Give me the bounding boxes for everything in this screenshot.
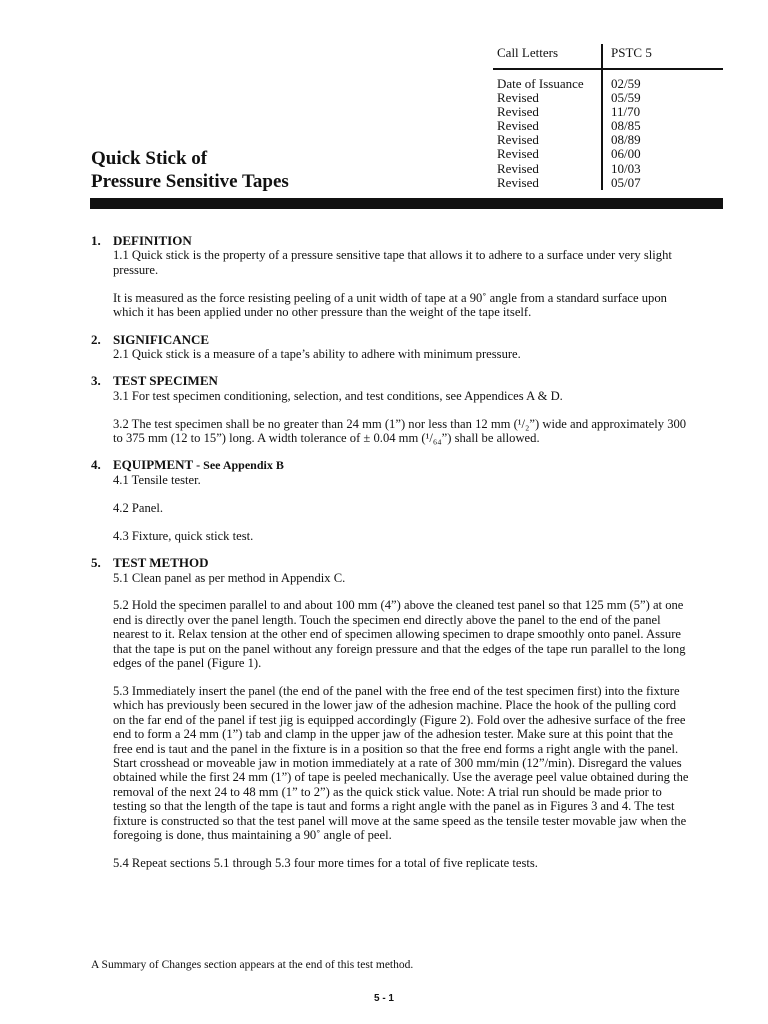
paragraph-2-1: 2.1 Quick stick is a measure of a tape’s ability to adhere with minimum pressure. [113,346,521,361]
section-heading-significance [91,333,691,347]
section-heading-test-specimen [91,374,691,388]
revision-label: Revised [497,104,539,120]
section-title: SIGNIFICANCE [113,331,210,347]
section-number: 4. [91,457,101,473]
document-body [91,234,691,870]
title-divider-bar [90,198,723,209]
revision-date: 02/59 [611,76,641,91]
revision-date: 08/89 [611,132,641,148]
document-header-table [493,44,723,190]
revision-date: 05/07 [611,174,641,190]
paragraph-4-3: 4.3 Fixture, quick stick test. [113,528,254,543]
title-line-1: Quick Stick of [91,148,208,169]
section-heading-equipment [91,458,691,472]
section-title: TEST METHOD [113,555,209,571]
revision-label: Revised [497,90,539,106]
paragraph-3-1: 3.1 For test specimen conditioning, selection, and test conditions, see Appendices A & D. [113,388,563,403]
call-letters-label: Call Letters [497,45,559,60]
paragraph-5-3: 5.3 Immediately insert the panel (the end of the panel with the free end of the test specimen first) into the fixture which has previously been secured in the lower jaw of the adhesion machine. Place the hook of the pulling cord on the far end of the panel if test jig is equipped accordingly (Figure 2). Fold over the adhesive surface of the free end to form a 24 mm (1”) tab and clamp in the upper jaw of the adhesion tester. Make sure at this point that the free end is taut and the panel in the fixture is in a position so that the free end forms a right angle with the panel. Start crosshead or moveable jaw in motion immediately at a rate of 300 mm/min (12”/min). Disregard the values obtained while the first 24 mm (1”) of tape is peeled mechanically. Use the average peel value obtained during the removal of the next 24 to 48 mm (1” to 2”) as the quick stick value. Note: A trial run should be made prior to testing so that the length of the tape is taut and forms a right angle with the panel as in Figures 3 and 4. The test fixture is constructed so that the test panel will move at the same speed as the tensile tester movable jaw when the foregoing is done, thus maintaining a 90˚ angle of peel. [113,683,689,842]
document-title [91,147,289,193]
revision-date: 06/00 [611,146,641,162]
revision-date: 05/59 [611,90,641,106]
section-heading-definition [91,234,691,248]
call-letters-value: PSTC 5 [601,44,652,68]
revision-labels [493,70,601,190]
section-number: 2. [91,331,101,347]
title-line-2: Pressure Sensitive Tapes [91,171,289,192]
section-title: TEST SPECIMEN [113,373,218,389]
section-title-suffix: - See Appendix B [193,458,284,473]
paragraph-5-1: 5.1 Clean panel as per method in Appendix C. [113,570,346,585]
paragraph-4-2: 4.2 Panel. [113,500,164,515]
section-heading-test-method [91,556,691,570]
revision-date: 08/85 [611,118,641,134]
revision-dates [601,70,641,190]
revision-label: Date of Issuance [497,76,584,91]
page-number: 5 - 1 [373,993,394,1004]
section-title: EQUIPMENT - See Appendix B [113,457,284,473]
revision-date: 11/70 [611,104,641,120]
revision-label: Revised [497,160,539,176]
paragraph-1-2: It is measured as the force resisting peeling of a unit width of tape at a 90˚ angle from a standard surface upon which it has been applied under no other pressure than the weight of the tape itself. [113,290,667,320]
revision-label: Revised [497,174,539,190]
section-number: 1. [91,233,101,248]
revision-label: Revised [497,118,539,134]
paragraph-3-2: 3.2 The test specimen shall be no greater than 24 mm (1”) nor less than 12 mm (¹/₂”) wide and approximately 300 to 375 mm (12 to 15”) long. A width tolerance of ± 0.04 mm (¹/₆₄”) shall be allowed. [113,416,687,446]
section-number: 3. [91,373,101,389]
paragraph-5-2: 5.2 Hold the specimen parallel to and about 100 mm (4”) above the cleaned test panel so that 125 mm (5”) at one end is directly over the panel length. Touch the specimen end directly above the panel to the end of the panel nearest to it. Relax tension at the other end of specimen allowing specimen to drape smoothly onto panel. Assure that the tape is put on the panel without any foreign pressure and that the edges of the tape run parallel to the long edges of the panel (Figure 1). [113,598,686,671]
revision-date: 10/03 [611,160,641,176]
section-number: 5. [91,555,101,571]
paragraph-1-1: 1.1 Quick stick is the property of a pressure sensitive tape that allows it to adhere to a surface under very slight pressure. [113,248,672,277]
summary-of-changes-note: A Summary of Changes section appears at the end of this test method. [91,959,414,971]
paragraph-5-4: 5.4 Repeat sections 5.1 through 5.3 four more times for a total of five replicate tests. [113,855,538,870]
revision-label: Revised [497,132,539,148]
call-letters-row [493,44,723,68]
section-title: DEFINITION [113,233,192,248]
revision-label: Revised [497,146,539,162]
revision-history [493,70,723,190]
paragraph-4-1: 4.1 Tensile tester. [113,472,201,487]
